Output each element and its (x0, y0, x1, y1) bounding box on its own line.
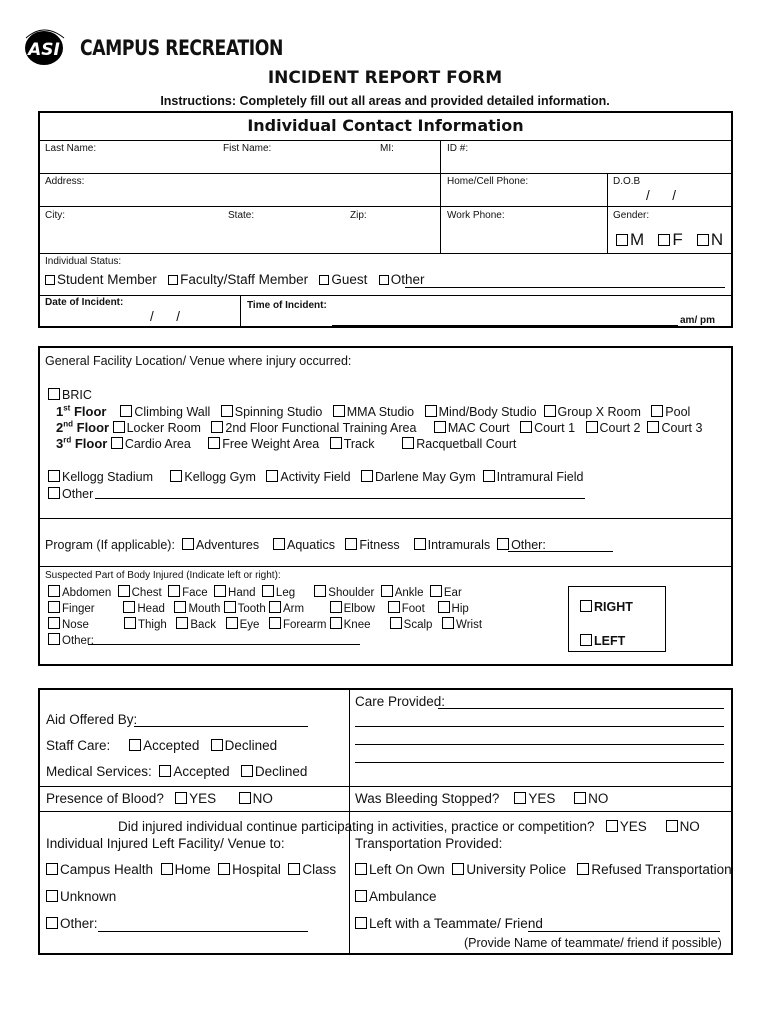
body-row-3 (48, 617, 482, 631)
continue-row: Did injured individual continue participating in activities, practice or competition? YES NO (118, 819, 700, 834)
court1-option[interactable]: Court 1 (520, 421, 575, 435)
fitness-option[interactable]: Fitness (345, 538, 399, 552)
bleeding-yes[interactable]: YES (514, 791, 555, 806)
staff-care-accepted[interactable]: Accepted (129, 738, 199, 753)
hip-option[interactable]: Hip (438, 603, 469, 615)
hospital-option[interactable]: Hospital (218, 862, 281, 877)
chest-option[interactable]: Chest (118, 587, 162, 599)
campus-health-option[interactable]: Campus Health (46, 862, 153, 877)
medical-declined[interactable]: Declined (241, 764, 308, 779)
spinning-studio-option[interactable]: Spinning Studio (221, 405, 323, 419)
mi-label: MI: (380, 143, 394, 154)
racquetball-option[interactable]: Racquetball Court (402, 437, 516, 451)
right-option[interactable]: RIGHT (580, 600, 633, 614)
refused-transport-option[interactable]: Refused Transportation (577, 862, 731, 877)
left-on-own-option[interactable]: Left On Own (355, 862, 445, 877)
adventures-option[interactable]: Adventures (182, 538, 259, 552)
state-label: State: (228, 210, 255, 221)
floor1-row: 1st Floor Climbing Wall Spinning Studio MMA Studio Mind/Body Studio Group X Room Pool (56, 404, 691, 420)
left-facility-label: Individual Injured Left Facility/ Venue to: (46, 836, 285, 851)
knee-option[interactable]: Knee (330, 619, 371, 631)
date-separator: / / (150, 309, 181, 324)
medical-accepted[interactable]: Accepted (159, 764, 229, 779)
transport-label: Transportation Provided: (355, 836, 503, 851)
program-other-option[interactable]: Other: (497, 538, 546, 552)
continue-yes[interactable]: YES (606, 819, 647, 834)
mma-studio-option[interactable]: MMA Studio (333, 405, 414, 419)
left-facility-options (46, 862, 336, 877)
scalp-option[interactable]: Scalp (390, 619, 433, 631)
head-option[interactable]: Head (123, 603, 165, 615)
foot-option[interactable]: Foot (388, 603, 425, 615)
floor2-row: 2nd Floor Locker Room 2nd Floor Functional Training Area MAC Court Court 1 Court 2 Court 3 (56, 420, 703, 436)
ampm-label: am/ pm (680, 315, 716, 326)
hand-option[interactable]: Hand (214, 587, 256, 599)
instructions: Instructions: Completely fill out all areas and provided detailed information. (160, 94, 610, 108)
blood-yes[interactable]: YES (175, 791, 216, 806)
address-label: Address: (45, 176, 85, 187)
functional-training-option[interactable]: 2nd Floor Functional Training Area (211, 421, 416, 435)
continue-no[interactable]: NO (666, 819, 700, 834)
staff-care-declined[interactable]: Declined (211, 738, 278, 753)
ear-option[interactable]: Ear (430, 587, 462, 599)
gender-n[interactable]: N (697, 230, 723, 249)
contact-section (38, 111, 733, 328)
aquatics-option[interactable]: Aquatics (273, 538, 335, 552)
status-options (45, 272, 424, 287)
pool-option[interactable]: Pool (651, 405, 690, 419)
status-student[interactable]: Student Member (45, 272, 157, 287)
city-label: City: (45, 210, 65, 221)
blood-no[interactable]: NO (239, 791, 273, 806)
ambulance-option[interactable]: Ambulance (355, 889, 437, 904)
ankle-option[interactable]: Ankle (381, 587, 424, 599)
darlene-may-gym-option[interactable]: Darlene May Gym (361, 470, 476, 484)
program-label: Program (If applicable): (45, 538, 175, 552)
court2-option[interactable]: Court 2 (586, 421, 641, 435)
abdomen-option[interactable]: Abdomen (48, 587, 111, 599)
blood-row: Presence of Blood? YES NO (46, 791, 273, 806)
body-other-option[interactable]: Other: (48, 633, 94, 647)
gender-m[interactable]: M (616, 230, 644, 249)
status-guest[interactable]: Guest (319, 272, 367, 287)
care-provided-label: Care Provided: (355, 694, 446, 709)
zip-label: Zip: (350, 210, 367, 221)
floor3-row: 3rd Floor Cardio Area Free Weight Area Track Racquetball Court (56, 436, 517, 452)
brand-name: CAMPUS RECREATION (80, 36, 284, 60)
form-title: INCIDENT REPORT FORM (267, 68, 503, 88)
locker-room-option[interactable]: Locker Room (113, 421, 201, 435)
finger-option[interactable]: Finger (48, 603, 95, 615)
cardio-area-option[interactable]: Cardio Area (111, 437, 191, 451)
first-name-label: Fist Name: (223, 143, 272, 154)
teammate-option[interactable]: Left with a Teammate/ Friend (355, 916, 543, 931)
contact-section-title: Individual Contact Information (247, 116, 524, 135)
status-faculty[interactable]: Faculty/Staff Member (168, 272, 308, 287)
location-other-option[interactable]: Other (48, 487, 93, 501)
unknown-option[interactable]: Unknown (46, 889, 116, 904)
status-other[interactable]: Other (379, 272, 425, 287)
status-label: Individual Status: (45, 256, 122, 267)
back-option[interactable]: Back (176, 619, 216, 631)
face-option[interactable]: Face (168, 587, 208, 599)
free-weight-option[interactable]: Free Weight Area (208, 437, 319, 451)
dob-separator: / / (646, 188, 677, 203)
kellogg-stadium-option[interactable]: Kellogg Stadium (48, 470, 153, 484)
bleeding-stopped-row: Was Bleeding Stopped? YES NO (355, 791, 609, 806)
home-phone-label: Home/Cell Phone: (447, 176, 529, 187)
wrist-option[interactable]: Wrist (442, 619, 482, 631)
left-other-option[interactable]: Other: (46, 916, 98, 931)
gender-label: Gender: (613, 210, 650, 221)
transport-options (355, 862, 732, 877)
intramural-field-option[interactable]: Intramural Field (483, 470, 584, 484)
group-x-room-option[interactable]: Group X Room (544, 405, 641, 419)
dob-label: D.O.B (613, 176, 641, 187)
body-row-2 (48, 601, 469, 615)
court3-option[interactable]: Court 3 (647, 421, 702, 435)
body-part-label: Suspected Part of Body Injured (Indicate left or right): (45, 570, 281, 581)
elbow-option[interactable]: Elbow (330, 603, 375, 615)
home-option[interactable]: Home (161, 862, 211, 877)
class-option[interactable]: Class (288, 862, 336, 877)
mouth-option[interactable]: Mouth (174, 603, 220, 615)
mind-body-studio-option[interactable]: Mind/Body Studio (425, 405, 537, 419)
teammate-note: (Provide Name of teammate/ friend if possible) (464, 936, 722, 950)
forearm-option[interactable]: Forearm (269, 619, 326, 631)
intramurals-option[interactable]: Intramurals (414, 538, 491, 552)
arm-option[interactable]: Arm (269, 603, 304, 615)
shoulder-option[interactable]: Shoulder (314, 587, 374, 599)
climbing-wall-option[interactable]: Climbing Wall (120, 405, 210, 419)
gender-f[interactable]: F (658, 230, 682, 249)
care-section (38, 688, 733, 955)
facility-section (38, 346, 733, 666)
staff-care-row: Staff Care: Accepted Declined (46, 738, 278, 753)
asi-logo (22, 26, 70, 68)
thigh-option[interactable]: Thigh (124, 619, 167, 631)
logo-text: ASI (28, 40, 60, 60)
university-police-option[interactable]: University Police (452, 862, 566, 877)
mac-court-option[interactable]: MAC Court (434, 421, 510, 435)
tooth-option[interactable]: Tooth (224, 603, 266, 615)
medical-services-row: Medical Services: Accepted Declined (46, 764, 308, 779)
last-name-label: Last Name: (45, 143, 97, 154)
activity-field-option[interactable]: Activity Field (266, 470, 350, 484)
leg-option[interactable]: Leg (262, 587, 295, 599)
aid-offered-label: Aid Offered By: (46, 712, 138, 727)
nose-option[interactable]: Nose (48, 619, 89, 631)
id-label: ID #: (447, 143, 469, 154)
date-label: Date of Incident: (45, 297, 124, 308)
program-row (45, 538, 546, 552)
left-option[interactable]: LEFT (580, 634, 625, 648)
work-phone-label: Work Phone: (447, 210, 505, 221)
location-label: General Facility Location/ Venue where injury occurred: (45, 354, 352, 368)
gender-options (616, 230, 723, 250)
time-label: Time of Incident: (247, 300, 327, 311)
body-row-1 (48, 585, 462, 599)
bleeding-no[interactable]: NO (574, 791, 608, 806)
track-option[interactable]: Track (330, 437, 375, 451)
kellogg-gym-option[interactable]: Kellogg Gym (170, 470, 256, 484)
bric-option[interactable]: BRIC (48, 388, 92, 402)
eye-option[interactable]: Eye (226, 619, 260, 631)
outdoor-row (48, 470, 584, 484)
